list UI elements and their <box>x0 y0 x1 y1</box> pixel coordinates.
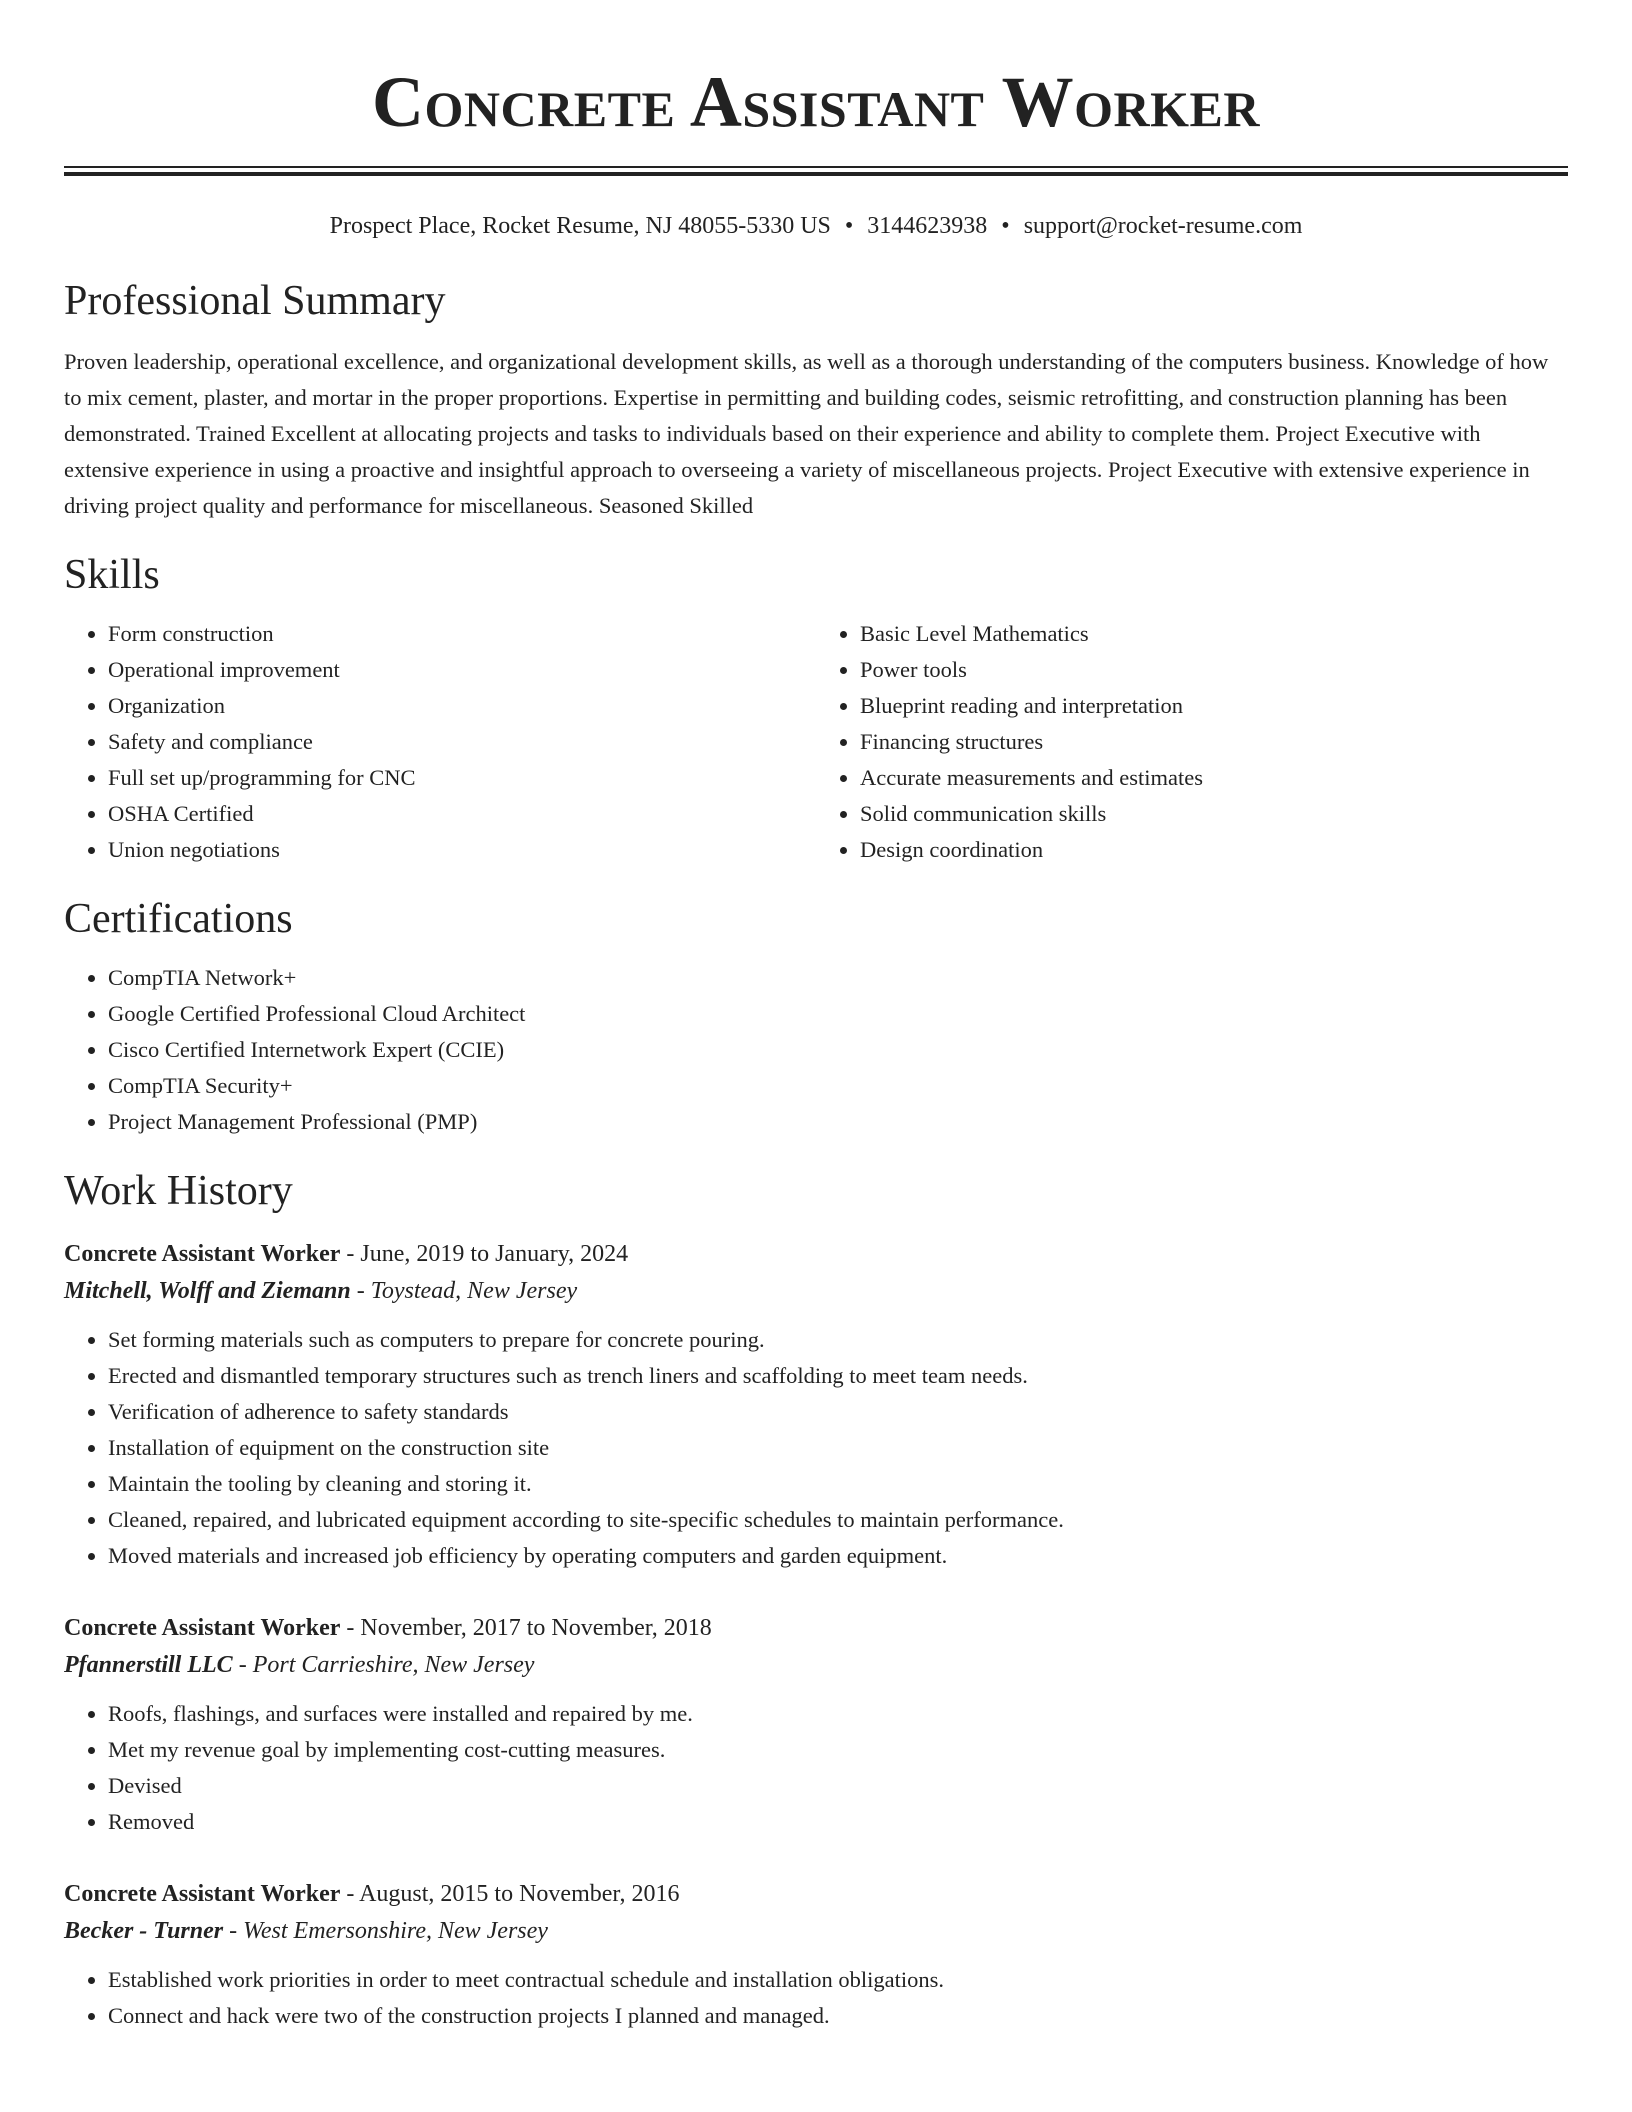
professional-summary-section <box>64 276 1568 524</box>
job-location: West Emersonshire, New Jersey <box>243 1918 548 1944</box>
job-entry <box>64 1236 1568 1574</box>
job-bullet: • Verification of adherence to safety standards <box>108 1394 1568 1430</box>
skill-item: • Form construction <box>108 616 816 652</box>
skills-columns <box>64 616 1568 868</box>
job-bullet: • Established work priorities in order to meet contractual schedule and installation obligations. <box>108 1962 1568 1998</box>
resume-page <box>64 0 1568 2034</box>
skill-item: • Design coordination <box>860 832 1568 868</box>
certification-item: • CompTIA Network+ <box>108 960 1568 996</box>
job-bullet: • Met my revenue goal by implementing cost-cutting measures. <box>108 1732 1568 1768</box>
job-bullets <box>64 1962 1568 2034</box>
contact-separator: • <box>844 213 854 239</box>
job-dates: June, 2019 to January, 2024 <box>360 1241 629 1267</box>
skill-item: • Basic Level Mathematics <box>860 616 1568 652</box>
job-company: Mitchell, Wolff and Ziemann <box>64 1278 351 1304</box>
job-dates: August, 2015 to November, 2016 <box>359 1881 680 1907</box>
job-bullet: • Roofs, flashings, and surfaces were installed and repaired by me. <box>108 1696 1568 1732</box>
certification-item: • Project Management Professional (PMP) <box>108 1104 1568 1140</box>
job-role: Concrete Assistant Worker <box>64 1615 341 1641</box>
job-location: Toystead, New Jersey <box>370 1278 578 1304</box>
section-heading-certifications: Certifications <box>64 896 293 942</box>
job-company-line: Mitchell, Wolff and Ziemann - Toystead, New Jersey <box>64 1278 578 1304</box>
skill-item: • Power tools <box>860 652 1568 688</box>
skills-list-left <box>64 616 816 868</box>
job-company-line: Becker - Turner - West Emersonshire, New Jersey <box>64 1918 548 1944</box>
job-company: Pfannerstill LLC <box>64 1652 233 1678</box>
contact-separator: • <box>1001 213 1010 239</box>
job-role: Concrete Assistant Worker <box>64 1241 341 1267</box>
section-heading-work-history: Work History <box>64 1168 293 1214</box>
job-role: Concrete Assistant Worker <box>64 1881 341 1907</box>
skill-item: • Blueprint reading and interpretation <box>860 688 1568 724</box>
job-entry <box>64 1610 1568 1840</box>
certifications-section <box>64 894 1568 1140</box>
contact-address: Prospect Place, Rocket Resume, NJ 48055-5330 US <box>329 213 831 239</box>
job-bullet: • Moved materials and increased job efficiency by operating computers and garden equipment. <box>108 1538 1568 1574</box>
skill-item: • Organization <box>108 688 816 724</box>
job-bullet: • Set forming materials such as computers to prepare for concrete pouring. <box>108 1322 1568 1358</box>
job-bullets <box>64 1322 1568 1574</box>
job-company-line: Pfannerstill LLC - Port Carrieshire, New Jersey <box>64 1652 535 1678</box>
skill-item: • Union negotiations <box>108 832 816 868</box>
resume-name: Concrete Assistant Worker <box>372 62 1260 142</box>
certification-item: • Google Certified Professional Cloud Architect <box>108 996 1568 1032</box>
job-bullet: • Maintain the tooling by cleaning and storing it. <box>108 1466 1568 1502</box>
section-heading-skills: Skills <box>64 552 160 598</box>
job-entry <box>64 1876 1568 2034</box>
skills-list-right <box>816 616 1568 868</box>
section-heading-summary: Professional Summary <box>64 278 446 324</box>
job-bullet: • Removed <box>108 1804 1568 1840</box>
job-dates: November, 2017 to November, 2018 <box>360 1615 712 1641</box>
job-bullet: • Connect and hack were two of the construction projects I planned and managed. <box>108 1998 1568 2034</box>
job-bullet: • Devised <box>108 1768 1568 1804</box>
job-bullets <box>64 1696 1568 1840</box>
job-title-line: Concrete Assistant Worker - June, 2019 to January, 2024 <box>64 1241 629 1267</box>
work-history-section <box>64 1166 1568 2034</box>
certification-item: • CompTIA Security+ <box>108 1068 1568 1104</box>
job-location: Port Carrieshire, New Jersey <box>252 1652 535 1678</box>
skill-item: • Safety and compliance <box>108 724 816 760</box>
contact-email: support@rocket-resume.com <box>1023 213 1303 239</box>
skills-section <box>64 550 1568 868</box>
job-title-line: Concrete Assistant Worker - November, 2017 to November, 2018 <box>64 1615 712 1641</box>
job-title-line: Concrete Assistant Worker - August, 2015 to November, 2016 <box>64 1881 680 1907</box>
certification-item: • Cisco Certified Internetwork Expert (CCIE) <box>108 1032 1568 1068</box>
contact-phone: 3144623938 <box>867 213 988 239</box>
job-bullet: • Cleaned, repaired, and lubricated equipment according to site-specific schedules to maintain performance. <box>108 1502 1568 1538</box>
contact-line <box>64 210 1568 242</box>
job-bullet: • Erected and dismantled temporary structures such as trench liners and scaffolding to meet team needs. <box>108 1358 1568 1394</box>
skill-item: • Financing structures <box>860 724 1568 760</box>
job-company: Becker - Turner <box>64 1918 224 1944</box>
skill-item: • Full set up/programming for CNC <box>108 760 816 796</box>
header-divider <box>64 166 1568 176</box>
skill-item: • Operational improvement <box>108 652 816 688</box>
skill-item: • OSHA Certified <box>108 796 816 832</box>
job-bullet: • Installation of equipment on the construction site <box>108 1430 1568 1466</box>
certifications-list <box>64 960 1568 1140</box>
skill-item: • Solid communication skills <box>860 796 1568 832</box>
summary-text: Proven leadership, operational excellence, and organizational development skills, as well as a thorough understanding of the computers business. Knowledge of how to mix cement, plaster, and mortar in the proper proportions. Expertise in permitting and building codes, seismic retrofitting, and construction planning has been demonstrated. Trained Excellent at allocating projects and tasks to individuals based on their experience and ability to complete them. Project Executive with extensive experience in using a proactive and insightful approach to overseeing a variety of miscellaneous projects. Project Executive with extensive experience in driving project quality and performance for miscellaneous. Seasoned Skilled <box>64 349 1549 518</box>
skill-item: • Accurate measurements and estimates <box>860 760 1568 796</box>
